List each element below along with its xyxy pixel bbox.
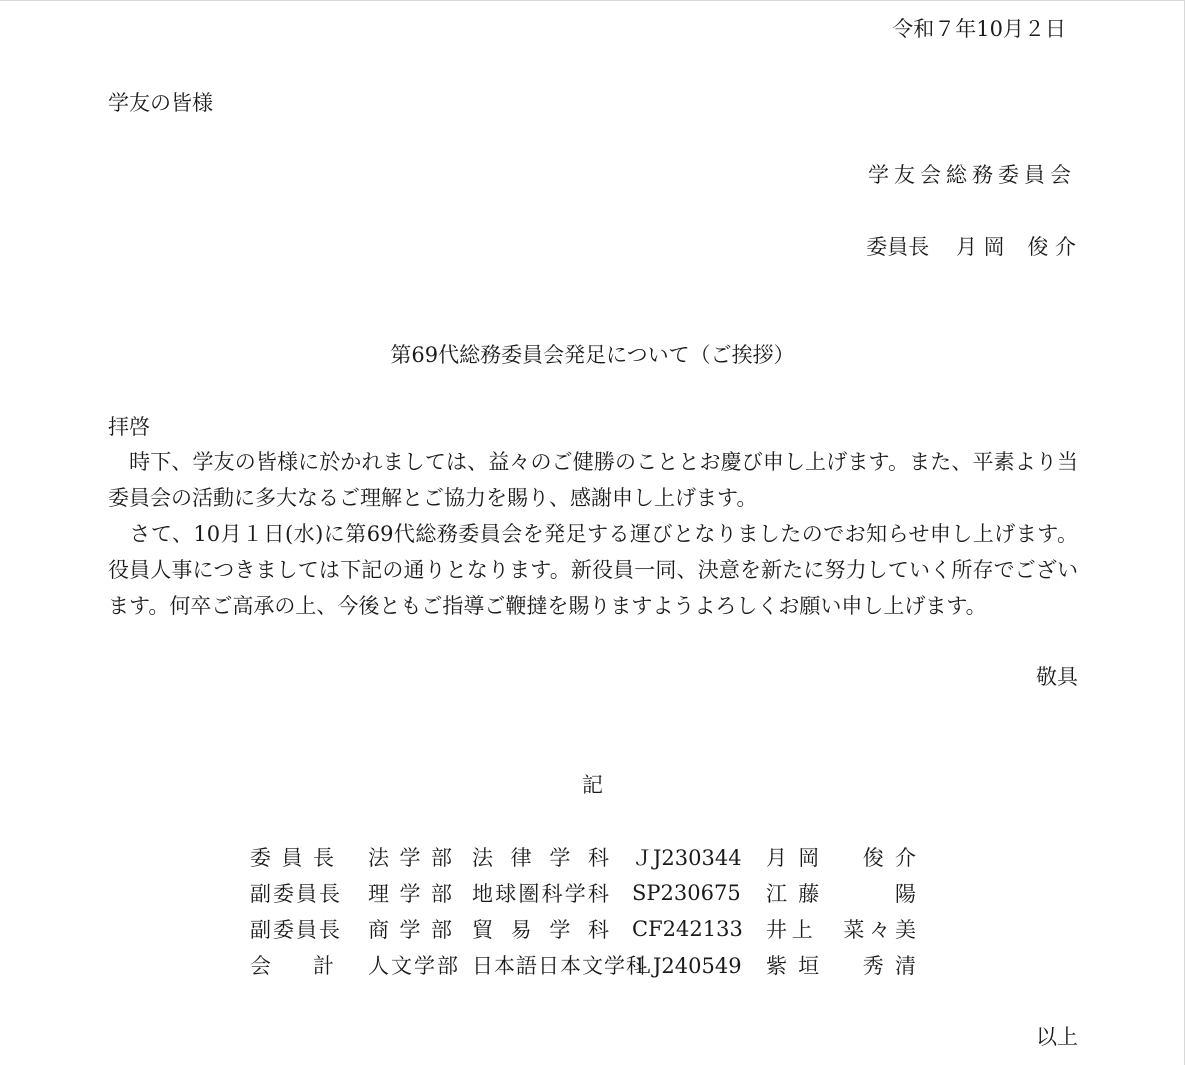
roster-faculty: 理学部 bbox=[368, 882, 454, 906]
roster-role: 副委員長 bbox=[250, 882, 342, 906]
roster-row bbox=[250, 911, 936, 947]
roster-name: 紫垣 秀清 bbox=[766, 954, 918, 978]
roster-role: 会計 bbox=[250, 954, 336, 978]
roster-name: 月岡 俊介 bbox=[766, 846, 918, 870]
roster-row bbox=[250, 839, 936, 875]
roster-faculty: 人文学部 bbox=[368, 954, 460, 978]
body-paragraph: 時下、学友の皆様に於かれましては、益々のご健勝のこととお慶び申し上げます。また、平素より当委員会の活動に多大なるご理解とご協力を賜り、感謝申し上げます。 bbox=[108, 450, 1078, 510]
sender-chair-surname: 月 岡 bbox=[955, 235, 1005, 259]
sender-chair bbox=[866, 231, 1076, 261]
closing-salutation: 敬具 bbox=[1036, 665, 1078, 689]
roster-department: 地球圏科学科 bbox=[472, 882, 610, 906]
notes-heading: 記 bbox=[582, 773, 603, 797]
letter-subject: 第69代総務委員会発足について（ご挨拶） bbox=[390, 343, 795, 367]
letter-body bbox=[108, 444, 1078, 624]
roster-department: 日本語日本文学科 bbox=[472, 954, 648, 978]
addressee: 学友の皆様 bbox=[108, 91, 213, 115]
roster-role: 委員長 bbox=[250, 846, 336, 870]
roster-department: 法律学科 bbox=[472, 846, 610, 870]
sender-organization: 学友会総務委員会 bbox=[868, 163, 1076, 187]
roster-department: 貿易学科 bbox=[472, 918, 610, 942]
roster-role: 副委員長 bbox=[250, 918, 342, 942]
roster-student-id: SP230675 bbox=[632, 881, 741, 905]
end-mark: 以上 bbox=[1036, 1025, 1078, 1049]
roster-faculty: 法学部 bbox=[368, 846, 454, 870]
roster-student-id: ＬJ240549 bbox=[632, 954, 742, 978]
sender-chair-role: 委員長 bbox=[866, 235, 930, 259]
roster-student-id: CF242133 bbox=[632, 917, 743, 941]
roster-name: 江藤 陽 bbox=[766, 882, 918, 906]
officer-roster bbox=[250, 839, 936, 983]
roster-faculty: 商学部 bbox=[368, 918, 454, 942]
roster-row bbox=[250, 947, 936, 983]
roster-name: 井上 菜々美 bbox=[766, 918, 918, 942]
body-paragraph: さて、10月１日(水)に第69代総務委員会を発足する運びとなりましたのでお知らせ申し上げます。役員人事につきましては下記の通りとなります。新役員一同、決意を新たに努力していく所存でございます。何卒ご高承の上、今後ともご指導ご鞭撻を賜りますようよろしくお願い申し上げます。 bbox=[108, 522, 1078, 618]
sender-chair-given-name: 俊 介 bbox=[1027, 235, 1076, 259]
roster-student-id: ＪJ230344 bbox=[632, 846, 742, 870]
roster-row bbox=[250, 875, 936, 911]
letter-date: 令和７年10月２日 bbox=[892, 17, 1066, 41]
opening-salutation: 拝啓 bbox=[108, 415, 150, 439]
